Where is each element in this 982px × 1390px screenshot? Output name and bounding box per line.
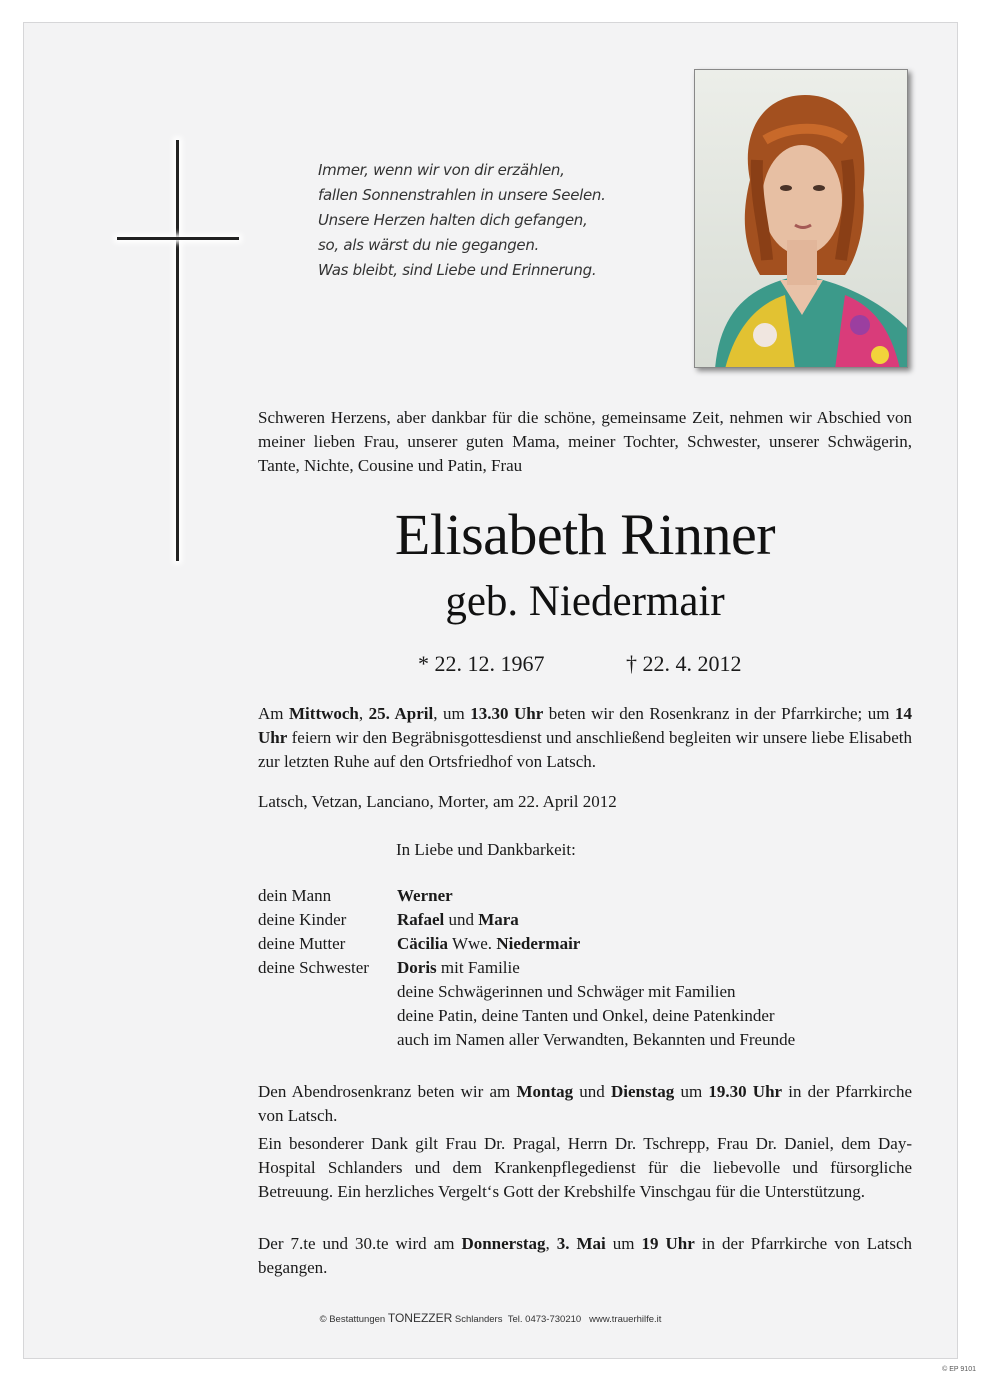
footer: © Bestattungen TONEZZER Schlanders Tel. 0473-730210 www.trauerhilfe.it — [319, 1311, 662, 1325]
birth-date: * 22. 12. 1967 — [418, 651, 545, 676]
list-item: deine Schwägerinnen und Schwäger mit Familien — [397, 982, 736, 1001]
poem — [318, 158, 678, 283]
funeral-paragraph: Am Mittwoch, 25. April, um 13.30 Uhr beten wir den Rosenkranz in der Pfarrkirche; um 14 Uhr feiern wir den Begräbnisgottesdienst und anschließend begleiten wir unsere liebe Elisabeth zur letzten Ruhe auf den Ortsfriedhof von Latsch. — [258, 704, 913, 771]
family-list — [258, 884, 795, 1052]
intro-paragraph: Schweren Herzens, aber dankbar für die schöne, gemeinsame Zeit, nehmen wir Abschied von meiner lieben Frau, unserer guten Mama, meiner Tochter, Schwester, unserer Schwägerin, Tante, Nichte, Cousine und Patin, Frau — [258, 408, 912, 475]
website-link[interactable]: www.trauerhilfe.it — [589, 1314, 662, 1325]
cross-icon-bar — [117, 237, 239, 240]
list-item: deine Schwester Doris mit Familie — [258, 958, 520, 977]
print-code: © EP 9101 — [942, 1366, 976, 1373]
poem-line: fallen Sonnenstrahlen in unsere Seelen. — [318, 186, 606, 204]
gratitude-line: In Liebe und Dankbarkeit: — [396, 840, 576, 859]
poem-line: Immer, wenn wir von dir erzählen, — [318, 161, 565, 179]
death-date: † 22. 4. 2012 — [626, 651, 742, 676]
poem-line: so, als wärst du nie gegangen. — [318, 236, 540, 254]
poem-line: Was bleibt, sind Liebe und Erinnerung. — [318, 261, 597, 279]
portrait-photo — [694, 69, 908, 368]
thanks-paragraph: Ein besonderer Dank gilt Frau Dr. Pragal, Herrn Dr. Tschrepp, Frau Dr. Daniel, dem Day-Hospital Schlanders und dem Krankenpflegedienst für die liebevolle und fürsorgliche Betreuung. Ein herzliches Vergelt‘s Gott der Krebshilfe Vinschgau für die Unterstützung. — [258, 1134, 912, 1201]
evening-paragraph: Den Abendrosenkranz beten wir am Montag und Dienstag um 19.30 Uhr in der Pfarrkirche von Latsch. — [258, 1082, 913, 1125]
maiden-name: geb. Niedermair — [445, 578, 725, 625]
memorial-paragraph: Der 7.te und 30.te wird am Donnerstag, 3. Mai um 19 Uhr in der Pfarrkirche von Latsch begangen. — [258, 1234, 913, 1277]
list-item: dein Mann Werner — [258, 886, 453, 905]
poem-line: Unsere Herzen halten dich gefangen, — [318, 211, 588, 229]
list-item: deine Mutter Cäcilia Wwe. Niedermair — [258, 934, 581, 953]
cross-icon — [176, 140, 179, 561]
list-item: deine Patin, deine Tanten und Onkel, deine Patenkinder — [397, 1006, 775, 1025]
list-item: deine Kinder Rafael und Mara — [258, 910, 519, 929]
deceased-name: Elisabeth Rinner — [394, 502, 776, 567]
place-date: Latsch, Vetzan, Lanciano, Morter, am 22. April 2012 — [258, 792, 617, 811]
list-item: auch im Namen aller Verwandten, Bekannten und Freunde — [397, 1030, 796, 1049]
